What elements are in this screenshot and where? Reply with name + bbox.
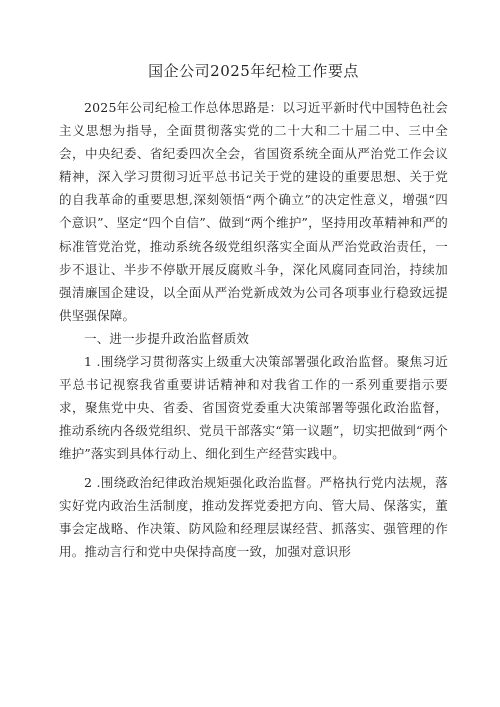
item-2-paragraph: 2 .围绕政治纪律政治规矩强化政治监督。严格执行党内法规，落实好党内政治生活制度，推动发挥党委把方向、管大局、保落实，董事会定战略、作决策、防风险和经理层谋经营、抓落实、强管理的作用。推动言行和党中央保持高度一致，加强对意识形 <box>59 474 448 559</box>
section-heading: 一、进一步提升政治监督质效 <box>84 330 250 346</box>
item-1-paragraph: 1 .围绕学习贯彻落实上级重大决策部署强化政治监督。聚焦习近平总书记视察我省重要讲话精神和对我省工作的一系列重要指示要求，聚焦党中央、省委、省国资党委重大决策部署等强化政治监督，推动系统内各级党组织、党员干部落实“第一议题”，切实把做到“两个维护”落实到具体行动上、细化到生产经营实践中。 <box>59 354 448 462</box>
document-title: 国企公司2025年纪检工作要点 <box>148 62 359 80</box>
intro-paragraph: 2025年公司纪检工作总体思路是：以习近平新时代中国特色社会主义思想为指导，全面贯彻落实党的二十大和二十届二中、三中全会，中央纪委、省纪委四次全会，省国资系统全面从严治党工作会议精神，深入学习贯彻习近平总书记关于党的建设的重要思想、关于党的自我革命的重要思想,深刻领悟“两个确立”的决定性意义，增强“四个意识”、坚定“四个自信”、做到“两个维护”，坚持用改革精神和严的标准管党治党，推动系统各级党组织落实全面从严治党政治责任，一步不退让、半步不停歇开展反腐败斗争，深化风腐同查同治，持续加强清廉国企建设，以全面从严治党新成效为公司各项事业行稳致远提供坚强保障。 <box>59 100 448 323</box>
